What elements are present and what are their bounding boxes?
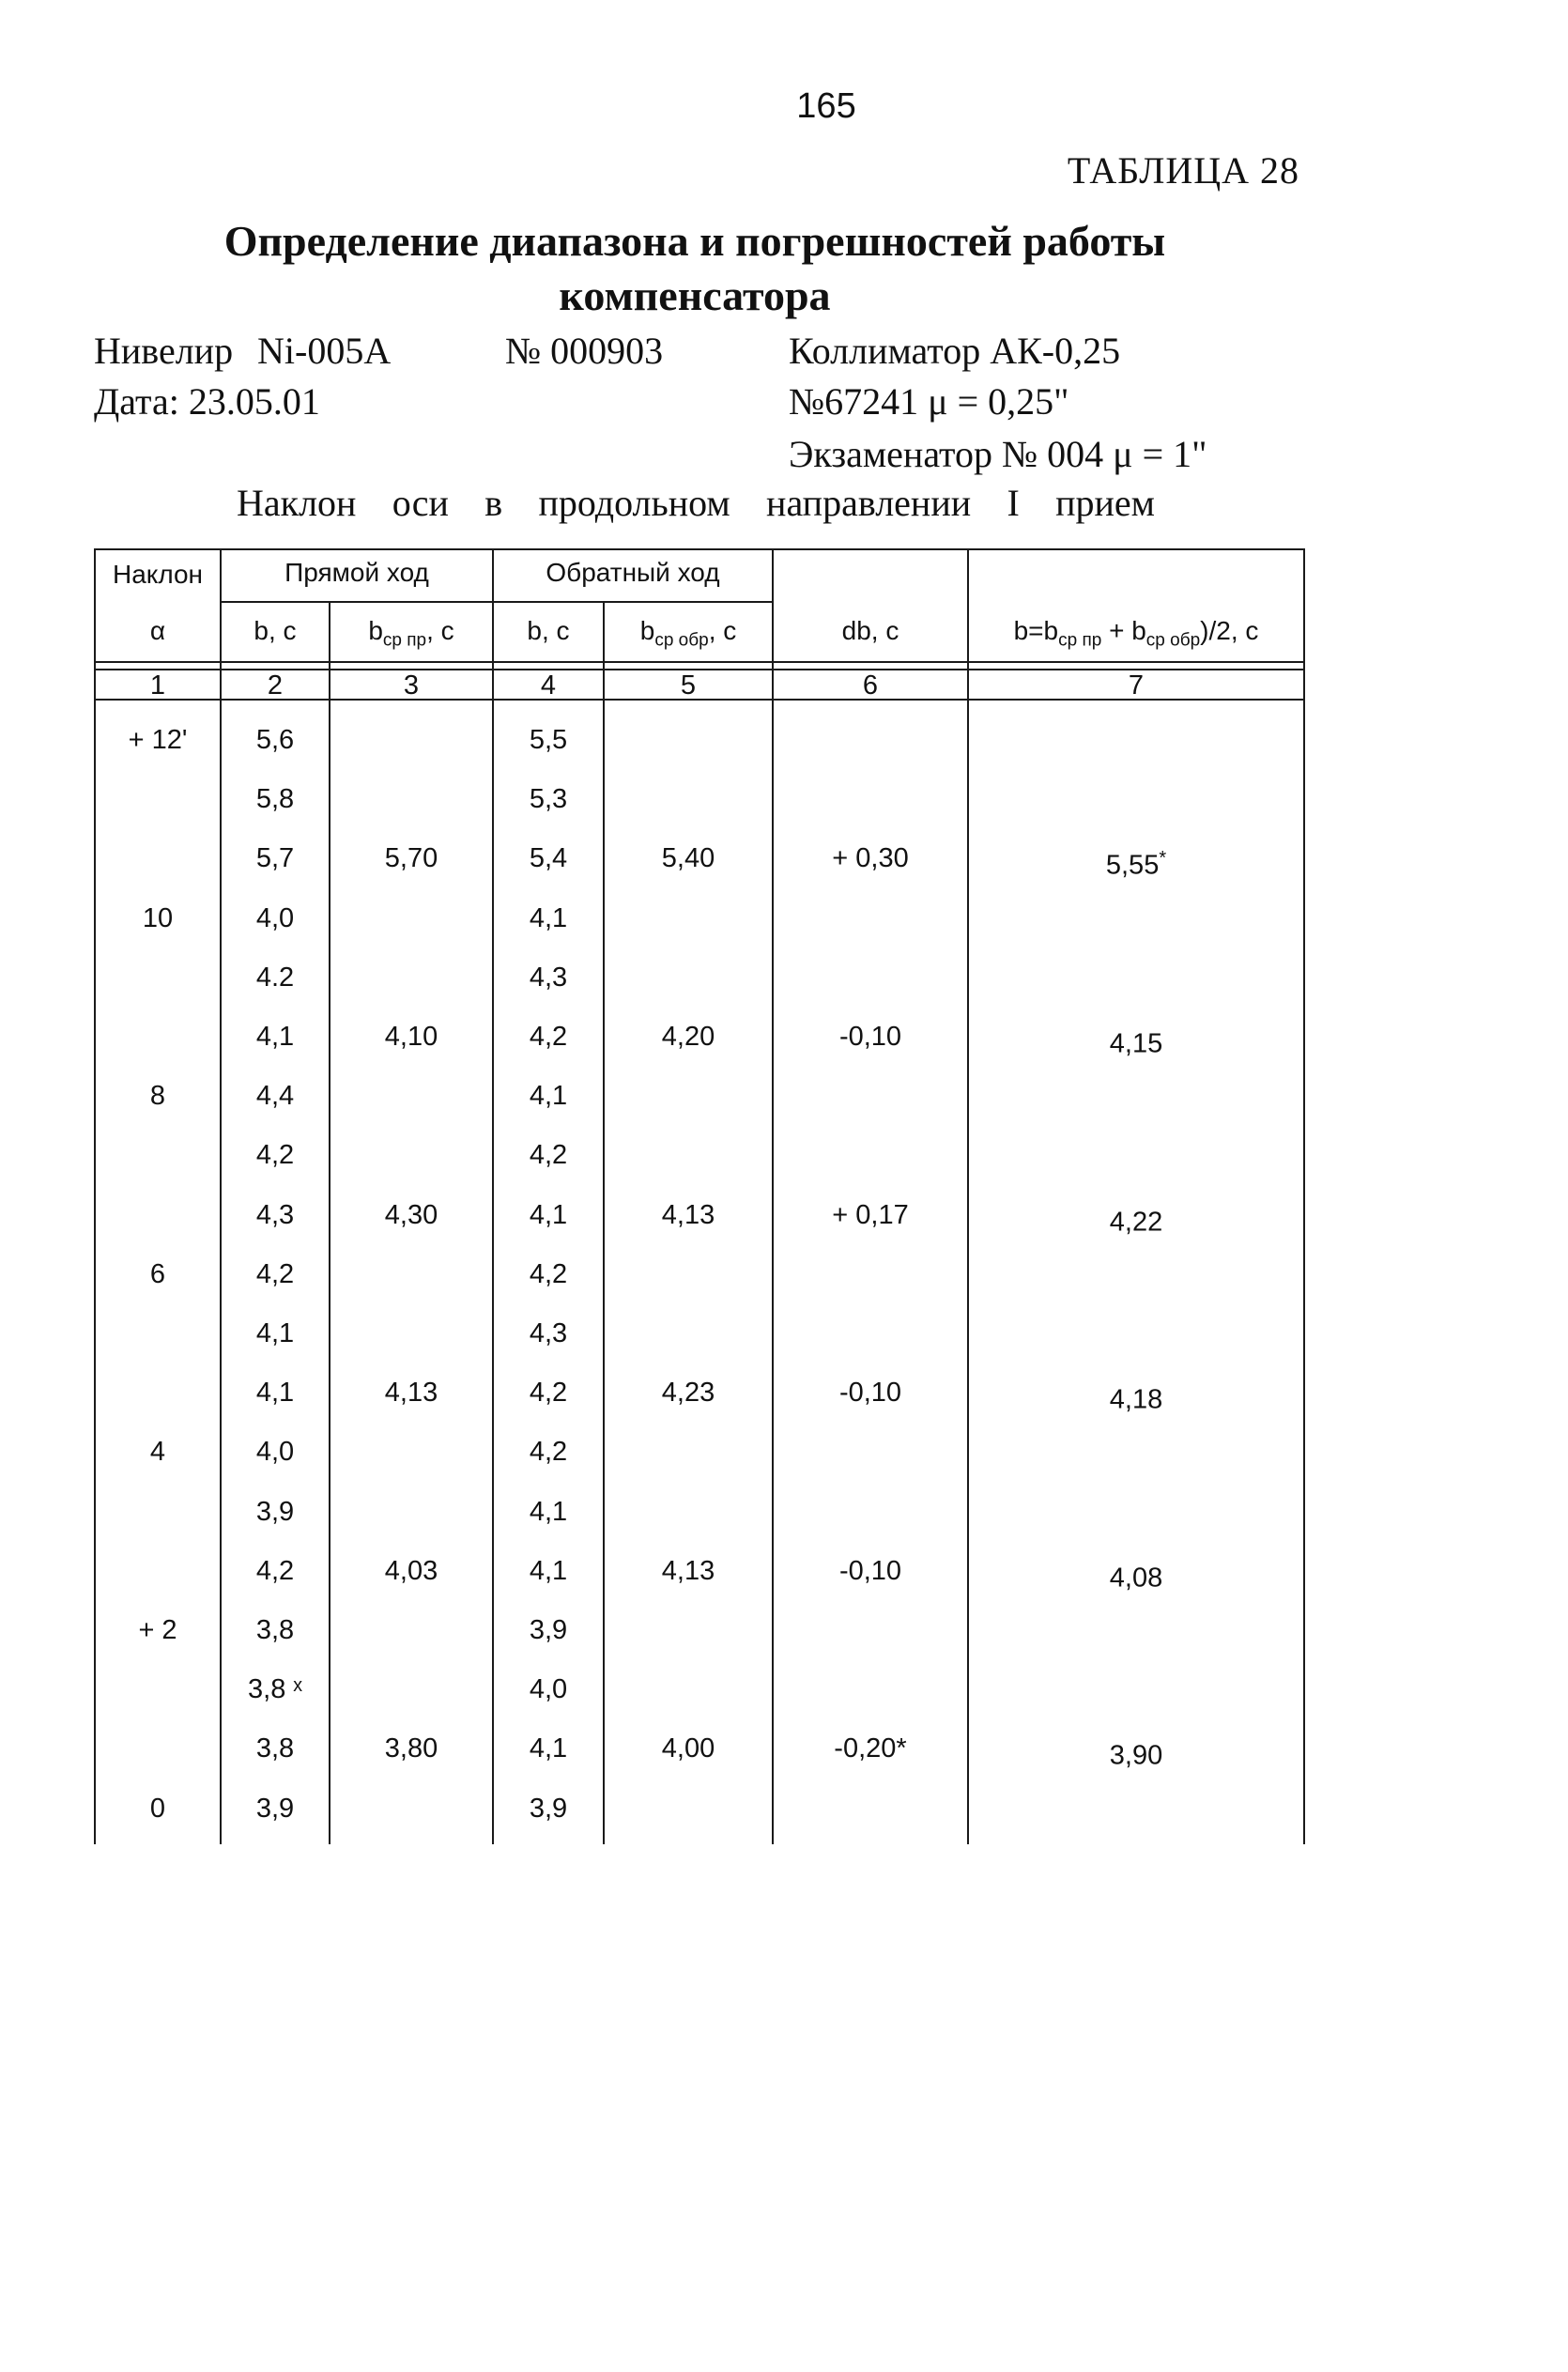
cell-b-forward-value: 4,2 bbox=[255, 1140, 295, 1171]
header-b-forward: b, с bbox=[254, 616, 297, 645]
cell-b-backward-value: 4,2 bbox=[529, 1378, 568, 1409]
col-number-6: 6 bbox=[862, 670, 879, 701]
cell-b-final-value: 4,22 bbox=[1109, 1207, 1163, 1238]
collimator: Коллиматор АК-0,25 bbox=[789, 330, 1121, 372]
cell-b-forward-value: 3,8 bbox=[255, 1615, 295, 1645]
cell-db-value: + 0,30 bbox=[832, 843, 909, 874]
cell-b-backward bbox=[494, 1196, 603, 1234]
cell-b-backward bbox=[494, 1255, 603, 1293]
cell-b-backward-value: 4,1 bbox=[529, 1081, 568, 1112]
cell-b-final-value: 3,90 bbox=[1109, 1741, 1163, 1772]
cell-tilt bbox=[96, 721, 220, 759]
cell-b-backward bbox=[494, 1018, 603, 1055]
cell-tilt-value: 8 bbox=[149, 1081, 166, 1112]
col-number-3: 3 bbox=[403, 670, 420, 701]
cell-db-value: -0,10 bbox=[838, 1555, 902, 1586]
cell-b-backward-value: 4,3 bbox=[529, 962, 568, 993]
cell-bavg-forward bbox=[331, 839, 492, 877]
cell-b-backward bbox=[494, 1611, 603, 1649]
col-number-5: 5 bbox=[680, 670, 697, 701]
cell-b-backward-value: 3,9 bbox=[529, 1615, 568, 1645]
cell-bavg-forward bbox=[331, 1018, 492, 1055]
cell-b-forward-value: 5,8 bbox=[255, 784, 295, 815]
header-alpha: α bbox=[149, 616, 166, 645]
cell-bavg-forward bbox=[331, 1552, 492, 1590]
cell-b-backward-value: 4,2 bbox=[529, 1022, 568, 1052]
bavg-backward-unit: , с bbox=[708, 616, 737, 645]
cell-bavg-backward bbox=[605, 1552, 772, 1590]
cell-db bbox=[774, 1018, 967, 1055]
cell-b-forward bbox=[222, 1018, 329, 1055]
cell-b-forward bbox=[222, 1493, 329, 1531]
cell-b-forward-value: 4,4 bbox=[255, 1081, 295, 1112]
cell-b-backward bbox=[494, 1374, 603, 1411]
cell-b-forward-value: 3,9 bbox=[255, 1793, 295, 1824]
cell-bavg-backward-value: 5,40 bbox=[661, 843, 715, 874]
cell-bavg-backward-value: 4,20 bbox=[661, 1022, 715, 1052]
cell-bavg-forward-value: 4,03 bbox=[384, 1555, 438, 1586]
cell-bavg-backward bbox=[605, 1374, 772, 1411]
cell-b-forward bbox=[222, 1374, 329, 1411]
cell-db-value: -0,10 bbox=[838, 1022, 902, 1052]
cell-b-forward-value: 4.2 bbox=[255, 962, 295, 993]
cell-b-backward bbox=[494, 1671, 603, 1708]
cell-db bbox=[774, 1196, 967, 1234]
cell-b-forward-value: 4,2 bbox=[255, 1555, 295, 1586]
bavg-forward-base: b bbox=[368, 616, 383, 645]
col-number-1: 1 bbox=[149, 670, 166, 701]
cell-bavg-forward-value: 4,10 bbox=[384, 1022, 438, 1052]
cell-b-final-value: 5,55 bbox=[1105, 851, 1160, 882]
cell-tilt-value: 6 bbox=[149, 1258, 166, 1289]
table-caption: Наклон оси в продольном направлении I прием bbox=[237, 482, 1155, 524]
cell-b-forward bbox=[222, 839, 329, 877]
cell-tilt-value: 0 bbox=[149, 1793, 166, 1824]
level-model: Ni-005A bbox=[257, 330, 392, 372]
cell-b-forward-value: 3,8 bbox=[255, 1733, 295, 1764]
bfinal-sub-1: ср пр bbox=[1058, 630, 1102, 651]
cell-b-backward bbox=[494, 1730, 603, 1767]
cell-b-backward bbox=[494, 839, 603, 877]
cell-bavg-forward bbox=[331, 1730, 492, 1767]
cell-bavg-forward-value: 4,30 bbox=[384, 1199, 438, 1230]
cell-bavg-backward bbox=[605, 1196, 772, 1234]
cell-bavg-backward bbox=[605, 1018, 772, 1055]
cell-db bbox=[774, 1730, 967, 1767]
cell-bavg-backward-value: 4,23 bbox=[661, 1378, 715, 1409]
cell-b-final bbox=[969, 1018, 1303, 1063]
header-bavg-backward bbox=[605, 612, 772, 660]
cell-b-backward-value: 5,4 bbox=[529, 843, 568, 874]
cell-b-backward-value: 4,2 bbox=[529, 1258, 568, 1289]
cell-b-backward-value: 4,1 bbox=[529, 902, 568, 933]
title-line-2: компенсатора bbox=[559, 271, 831, 319]
cell-bavg-forward bbox=[331, 1374, 492, 1411]
cell-tilt bbox=[96, 1077, 220, 1115]
header-b-backward: b, с bbox=[527, 616, 570, 645]
cell-b-backward bbox=[494, 900, 603, 937]
cell-bavg-forward-value: 4,13 bbox=[384, 1378, 438, 1409]
cell-tilt-value: + 2 bbox=[138, 1615, 177, 1645]
cell-b-backward-value: 4,3 bbox=[529, 1318, 568, 1348]
cell-b-backward-value: 5,3 bbox=[529, 784, 568, 815]
header-bottom-rule bbox=[94, 661, 1305, 663]
title-line-1: Определение диапазона и погрешностей работы bbox=[223, 217, 1166, 265]
cell-db bbox=[774, 839, 967, 877]
bfinal-part-c: )/2, с bbox=[1200, 616, 1259, 645]
cell-b-forward-value: 4,1 bbox=[255, 1022, 295, 1052]
cell-b-backward-value: 4,1 bbox=[529, 1555, 568, 1586]
header-forward: Прямой ход bbox=[284, 558, 429, 587]
cell-b-forward bbox=[222, 900, 329, 937]
cell-b-final bbox=[969, 1730, 1303, 1775]
cell-b-forward bbox=[222, 1671, 329, 1708]
col-number-7: 7 bbox=[1128, 670, 1145, 701]
cell-b-backward-value: 4,1 bbox=[529, 1496, 568, 1527]
col-rule-7 bbox=[1303, 548, 1305, 1844]
col-number-2: 2 bbox=[267, 670, 284, 701]
cell-b-forward-value: 5,6 bbox=[255, 725, 295, 755]
cell-b-forward bbox=[222, 1790, 329, 1827]
cell-b-final bbox=[969, 839, 1303, 885]
document-title bbox=[150, 214, 1239, 323]
date: Дата: 23.05.01 bbox=[94, 380, 320, 423]
cell-b-final bbox=[969, 1374, 1303, 1419]
cell-db bbox=[774, 1374, 967, 1411]
bavg-backward-sub: ср обр bbox=[654, 630, 709, 651]
cell-b-forward bbox=[222, 959, 329, 996]
cell-b-final bbox=[969, 1196, 1303, 1241]
cell-db-value: -0,10 bbox=[838, 1378, 902, 1409]
cell-db-value: -0,20* bbox=[834, 1733, 907, 1764]
cell-db bbox=[774, 1552, 967, 1590]
bavg-forward-sub: ср пр bbox=[382, 630, 427, 651]
bfinal-part-b: + b bbox=[1101, 616, 1146, 645]
bfinal-part-a: b=b bbox=[1013, 616, 1059, 645]
cell-tilt bbox=[96, 900, 220, 937]
cell-b-forward bbox=[222, 780, 329, 818]
cell-b-forward-value: 4,3 bbox=[255, 1199, 295, 1230]
bfinal-sub-2: ср обр bbox=[1145, 630, 1201, 651]
cell-bavg-backward bbox=[605, 839, 772, 877]
cell-b-backward bbox=[494, 721, 603, 759]
header-db: db, с bbox=[841, 616, 899, 645]
header-b-final bbox=[969, 612, 1303, 660]
cell-b-forward-value: 4,0 bbox=[255, 1437, 295, 1468]
serial-number: № 000903 bbox=[505, 330, 664, 372]
cell-b-forward-value: 4,1 bbox=[255, 1378, 295, 1409]
cell-b-final-value: 4,18 bbox=[1109, 1384, 1163, 1415]
cell-b-backward-value: 4,2 bbox=[529, 1437, 568, 1468]
header-tilt: Наклон bbox=[112, 560, 204, 589]
cell-b-forward bbox=[222, 1255, 329, 1293]
cell-b-forward-value: 5,7 bbox=[255, 843, 295, 874]
cell-bavg-forward-value: 5,70 bbox=[384, 843, 438, 874]
cell-tilt-value: 10 bbox=[142, 902, 174, 933]
col-number-4: 4 bbox=[540, 670, 557, 701]
cell-b-backward-value: 4,1 bbox=[529, 1199, 568, 1230]
cell-b-forward-value: 3,9 bbox=[255, 1496, 295, 1527]
header-bavg-forward bbox=[331, 612, 492, 660]
level-label: Нивелир bbox=[94, 330, 234, 372]
cell-b-backward bbox=[494, 1136, 603, 1174]
cell-b-backward bbox=[494, 959, 603, 996]
cell-b-forward bbox=[222, 1136, 329, 1174]
cell-tilt-value: + 12' bbox=[128, 725, 188, 755]
examiner: Экзаменатор № 004 μ = 1" bbox=[789, 433, 1207, 475]
header-backward: Обратный ход bbox=[546, 558, 720, 587]
cell-b-backward bbox=[494, 1790, 603, 1827]
cell-b-backward bbox=[494, 1315, 603, 1352]
cell-b-backward-value: 5,5 bbox=[529, 725, 568, 755]
cell-b-forward-value: 4,0 bbox=[255, 902, 295, 933]
cell-b-backward-value: 3,9 bbox=[529, 1793, 568, 1824]
cell-b-backward bbox=[494, 1552, 603, 1590]
cell-b-forward-value: 4,1 bbox=[255, 1318, 295, 1348]
table-label: ТАБЛИЦА 28 bbox=[1067, 149, 1299, 192]
cell-b-backward bbox=[494, 1433, 603, 1471]
cell-b-backward-value: 4,0 bbox=[529, 1674, 568, 1705]
cell-tilt-value: 4 bbox=[149, 1437, 166, 1468]
footnote-mark: * bbox=[1159, 848, 1167, 870]
cell-b-forward bbox=[222, 1730, 329, 1767]
cell-b-backward bbox=[494, 1077, 603, 1115]
cell-bavg-forward bbox=[331, 1196, 492, 1234]
cell-bavg-backward-value: 4,13 bbox=[661, 1199, 715, 1230]
cell-b-final-value: 4,08 bbox=[1109, 1563, 1163, 1594]
collimator-number: №67241 μ = 0,25" bbox=[789, 380, 1069, 423]
cell-b-backward bbox=[494, 1493, 603, 1531]
cell-tilt bbox=[96, 1611, 220, 1649]
page-number: 165 bbox=[796, 86, 856, 126]
cell-b-forward bbox=[222, 1433, 329, 1471]
cell-b-forward bbox=[222, 721, 329, 759]
cell-b-forward bbox=[222, 1196, 329, 1234]
cell-b-forward bbox=[222, 1077, 329, 1115]
data-table bbox=[94, 548, 1305, 1844]
bavg-forward-unit: , с bbox=[426, 616, 454, 645]
cell-b-forward bbox=[222, 1315, 329, 1352]
bavg-backward-base: b bbox=[639, 616, 655, 645]
cell-bavg-backward bbox=[605, 1730, 772, 1767]
cell-b-forward bbox=[222, 1611, 329, 1649]
cell-b-forward-value: 4,2 bbox=[255, 1258, 295, 1289]
cell-bavg-backward-value: 4,00 bbox=[661, 1733, 715, 1764]
cell-b-forward bbox=[222, 1552, 329, 1590]
cell-bavg-forward-value: 3,80 bbox=[384, 1733, 438, 1764]
cell-b-backward bbox=[494, 780, 603, 818]
cell-b-final bbox=[969, 1552, 1303, 1597]
cell-db-value: + 0,17 bbox=[832, 1199, 909, 1230]
cell-b-backward-value: 4,2 bbox=[529, 1140, 568, 1171]
cell-b-final-value: 4,15 bbox=[1109, 1028, 1163, 1059]
cell-b-backward-value: 4,1 bbox=[529, 1733, 568, 1764]
header-split-rule bbox=[222, 601, 774, 603]
cell-b-forward-value: 3,8 ˣ bbox=[248, 1674, 302, 1705]
cell-tilt bbox=[96, 1790, 220, 1827]
table-top-rule bbox=[94, 548, 1305, 550]
cell-tilt bbox=[96, 1255, 220, 1293]
cell-tilt bbox=[96, 1433, 220, 1471]
cell-bavg-backward-value: 4,13 bbox=[661, 1555, 715, 1586]
